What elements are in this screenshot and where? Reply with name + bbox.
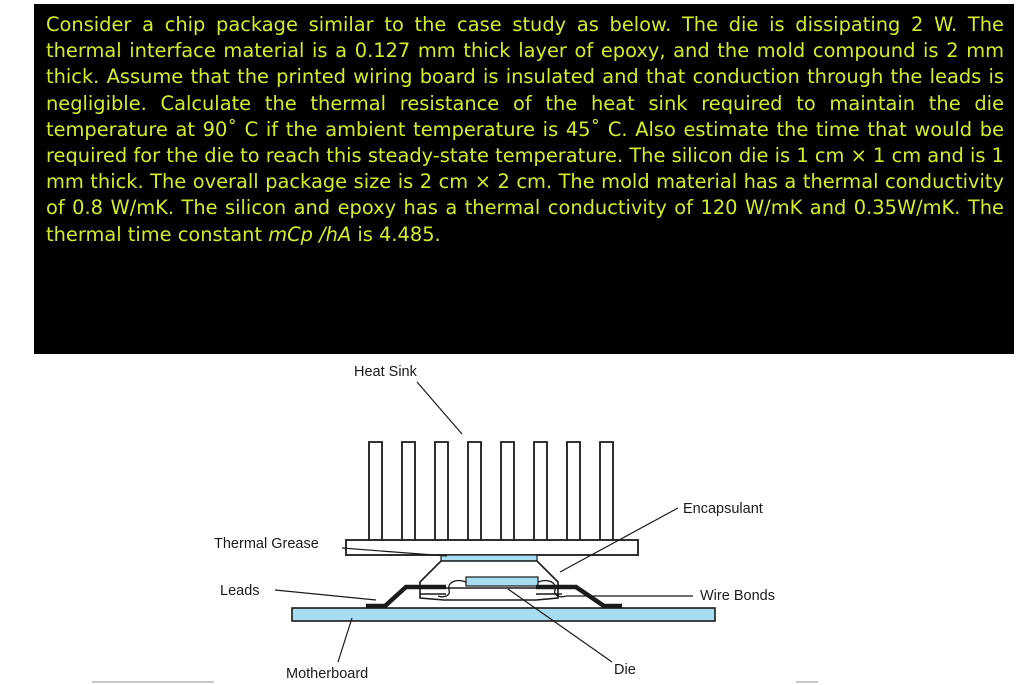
fin-5 xyxy=(501,442,514,540)
label-wire-bonds: Wire Bonds xyxy=(700,588,775,604)
problem-text-end: is 4.485. xyxy=(351,222,441,246)
fin-2 xyxy=(402,442,415,540)
problem-text: Consider a chip package similar to the case study as below. The die is dissipating 2 W. The thermal interface material is a 0.127 mm thick layer of epoxy, and the mold compound is 2 mm thick. Assume that the printed wiring board is insulated and that conduction through the leads is negligible. Calculate the thermal resistance of the heat sink required to maintain the die temperature at 90˚ C if the ambient temperature is 45˚ C. Also estimate the time that would be required for the die to reach this steady-state temperature. The silicon die is 1 cm × 1 cm and is 1 mm thick. The overall package size is 2 cm × 2 cm. The mold material has a thermal conductivity of 0.8 W/mK. The silicon and epoxy has a thermal conductivity of 120 W/mK and 0.35W/mK. The thermal time constant xyxy=(46,13,1004,246)
fin-6 xyxy=(534,442,547,540)
motherboard xyxy=(292,608,715,621)
time-constant-formula: mCp /hA xyxy=(268,222,352,246)
fin-7 xyxy=(567,442,580,540)
label-heat-sink: Heat Sink xyxy=(354,364,417,380)
fin-4 xyxy=(468,442,481,540)
label-die: Die xyxy=(614,662,636,678)
label-motherboard: Motherboard xyxy=(286,666,369,682)
leader-leads xyxy=(275,590,376,600)
heat-sink-base xyxy=(346,540,638,555)
leader-heat-sink xyxy=(417,382,462,434)
thermal-grease-layer xyxy=(441,555,537,561)
label-thermal-grease: Thermal Grease xyxy=(214,536,319,552)
chip-package-diagram xyxy=(0,350,1024,685)
heat-sink-fins xyxy=(369,442,613,540)
label-encapsulant: Encapsulant xyxy=(683,501,763,517)
fin-8 xyxy=(600,442,613,540)
problem-statement xyxy=(34,4,1014,354)
fin-1 xyxy=(369,442,382,540)
die xyxy=(466,577,538,586)
leader-motherboard xyxy=(338,618,352,662)
label-leads: Leads xyxy=(220,583,260,599)
fin-3 xyxy=(435,442,448,540)
